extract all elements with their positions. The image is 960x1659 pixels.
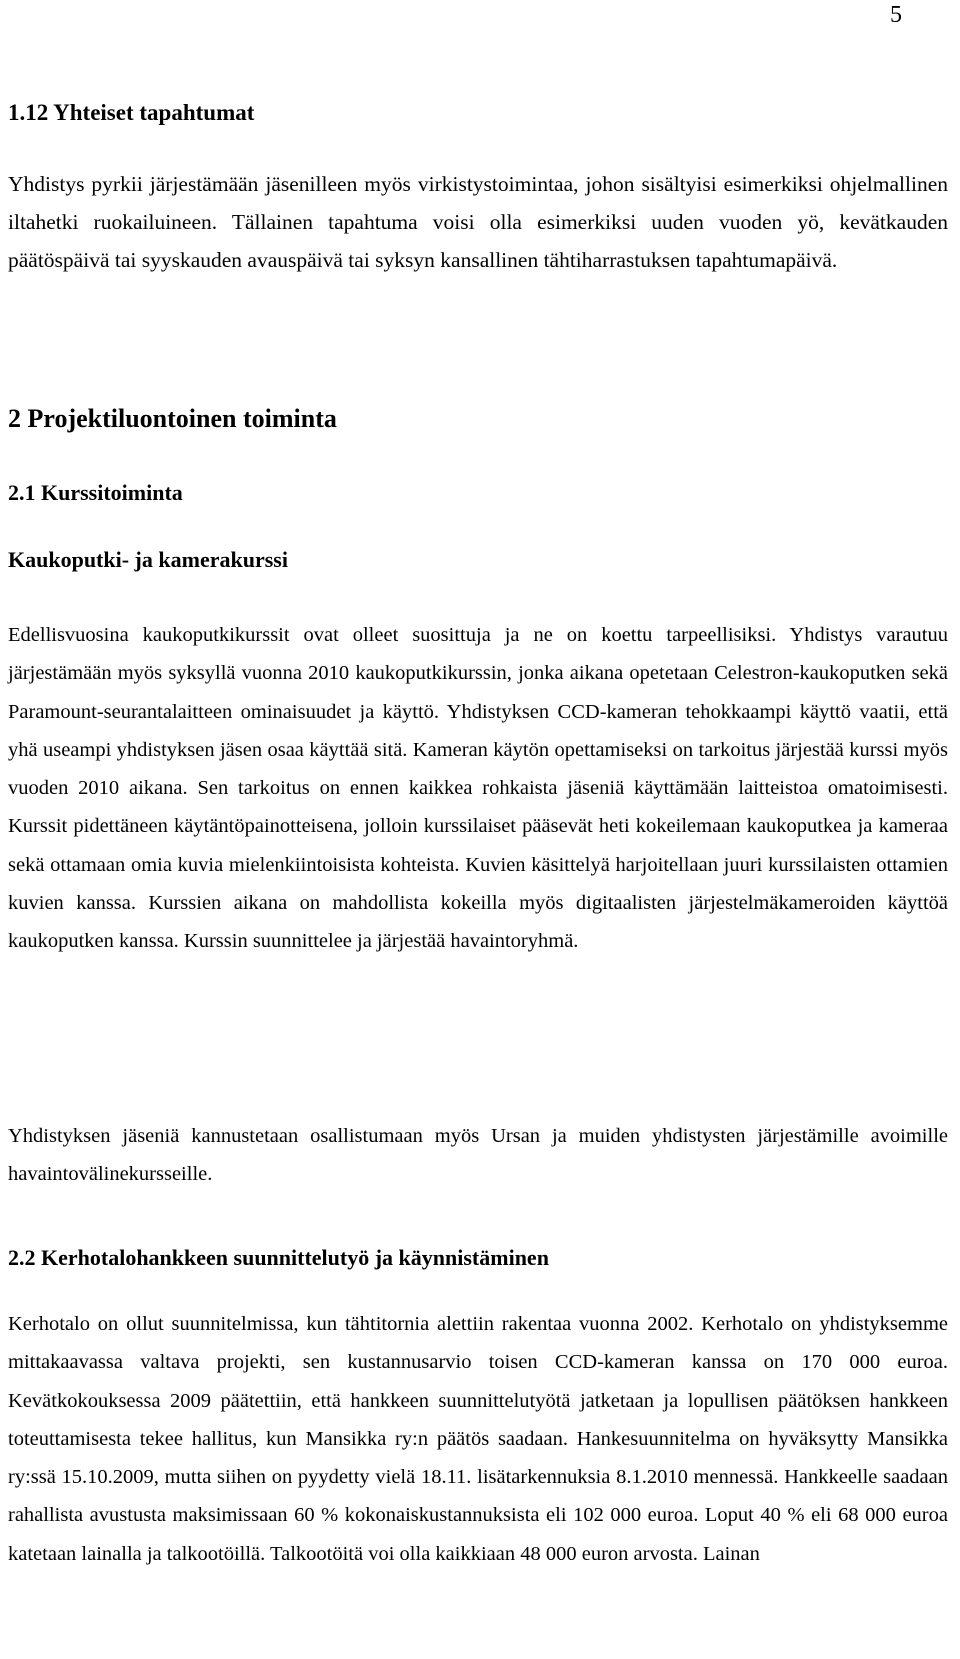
section-heading-2-1: 2.1 Kurssitoiminta: [8, 480, 183, 505]
paragraph-yhteiset-tapahtumat: Yhdistys pyrkii järjestämään jäsenilleen myös virkistystoimintaa, johon sisältyisi esimerkiksi ohjelmallinen iltahetki ruokailuineen. Tällainen tapahtuma voisi olla esimerkiksi uuden vuoden yö, kevätkauden päätöspäivä tai syyskauden avauspäivä tai syksyn kansallinen tähtiharrastuksen tapahtumapäivä.: [8, 172, 948, 272]
chapter-heading-2: 2 Projektiluontoinen toiminta: [8, 404, 337, 433]
section-heading-1-12: 1.12 Yhteiset tapahtumat: [8, 100, 255, 125]
paragraph-ursa-kurssit: Yhdistyksen jäseniä kannustetaan osallistumaan myös Ursan ja muiden yhdistysten järjestämille avoimille havaintovälinekursseille.: [8, 1125, 948, 1185]
section-heading-2-2: 2.2 Kerhotalohankkeen suunnittelutyö ja käynnistäminen: [8, 1245, 549, 1270]
subheading-kaukoputkikurssi: Kaukoputki- ja kamerakurssi: [8, 547, 288, 572]
page-number: 5: [890, 2, 902, 28]
paragraph-kerhotalohanke: Kerhotalo on ollut suunnitelmissa, kun tähtitornia alettiin rakentaa vuonna 2002. Kerhotalo on yhdistyksemme mittakaavassa valtava projekti, sen kustannusarvio toisen CCD-kameran kanssa on 170 000 euroa. Kevätkokouksessa 2009 päätettiin, että hankkeen suunnittelutyötä jatketaan ja lopullisen päätöksen hankkeen toteuttamisesta tekee hallitus, kun Mansikka ry:n päätös saadaan. Hankesuunnitelma on hyväksytty Mansikka ry:ssä 15.10.2009, mutta siihen on pyydetty vielä 18.11. lisätarkennuksia 8.1.2010 mennessä. Hankkeelle saadaan rahallista avustusta maksimissaan 60 % kokonaiskustannuksista eli 102 000 euroa. Loput 40 % eli 68 000 euroa katetaan lainalla ja talkootöillä. Talkootöitä voi olla kaikkiaan 48 000 euron arvosta. Lainan: [8, 1313, 948, 1565]
paragraph-kaukoputkikurssi: Edellisvuosina kaukoputkikurssit ovat olleet suosittuja ja ne on koettu tarpeellisiksi. Yhdistys varautuu järjestämään myös syksyllä vuonna 2010 kaukoputkikurssin, jonka aikana opetetaan Celestron-kaukoputken sekä Paramount-seurantalaitteen ominaisuudet ja käyttö. Yhdistyksen CCD-kameran tehokkaampi käyttö vaatii, että yhä useampi yhdistyksen jäsen osaa käyttää sitä. Kameran käytön opettamiseksi on tarkoitus järjestää kurssi myös vuoden 2010 aikana. Sen tarkoitus on ennen kaikkea rohkaista jäseniä käyttämään laitteistoa omatoimisesti. Kurssit pidettäneen käytäntöpainotteisena, jolloin kurssilaiset pääsevät heti kokeilemaan kaukoputkea ja kameraa sekä ottamaan omia kuvia mielenkiintoisista kohteista. Kuvien käsittelyä harjoitellaan juuri kurssilaisten ottamien kuvien kanssa. Kurssien aikana on mahdollista kokeilla myös digitaalisten järjestelmäkameroiden käyttöä kaukoputken kanssa. Kurssin suunnittelee ja järjestää havaintoryhmä.: [8, 624, 948, 953]
